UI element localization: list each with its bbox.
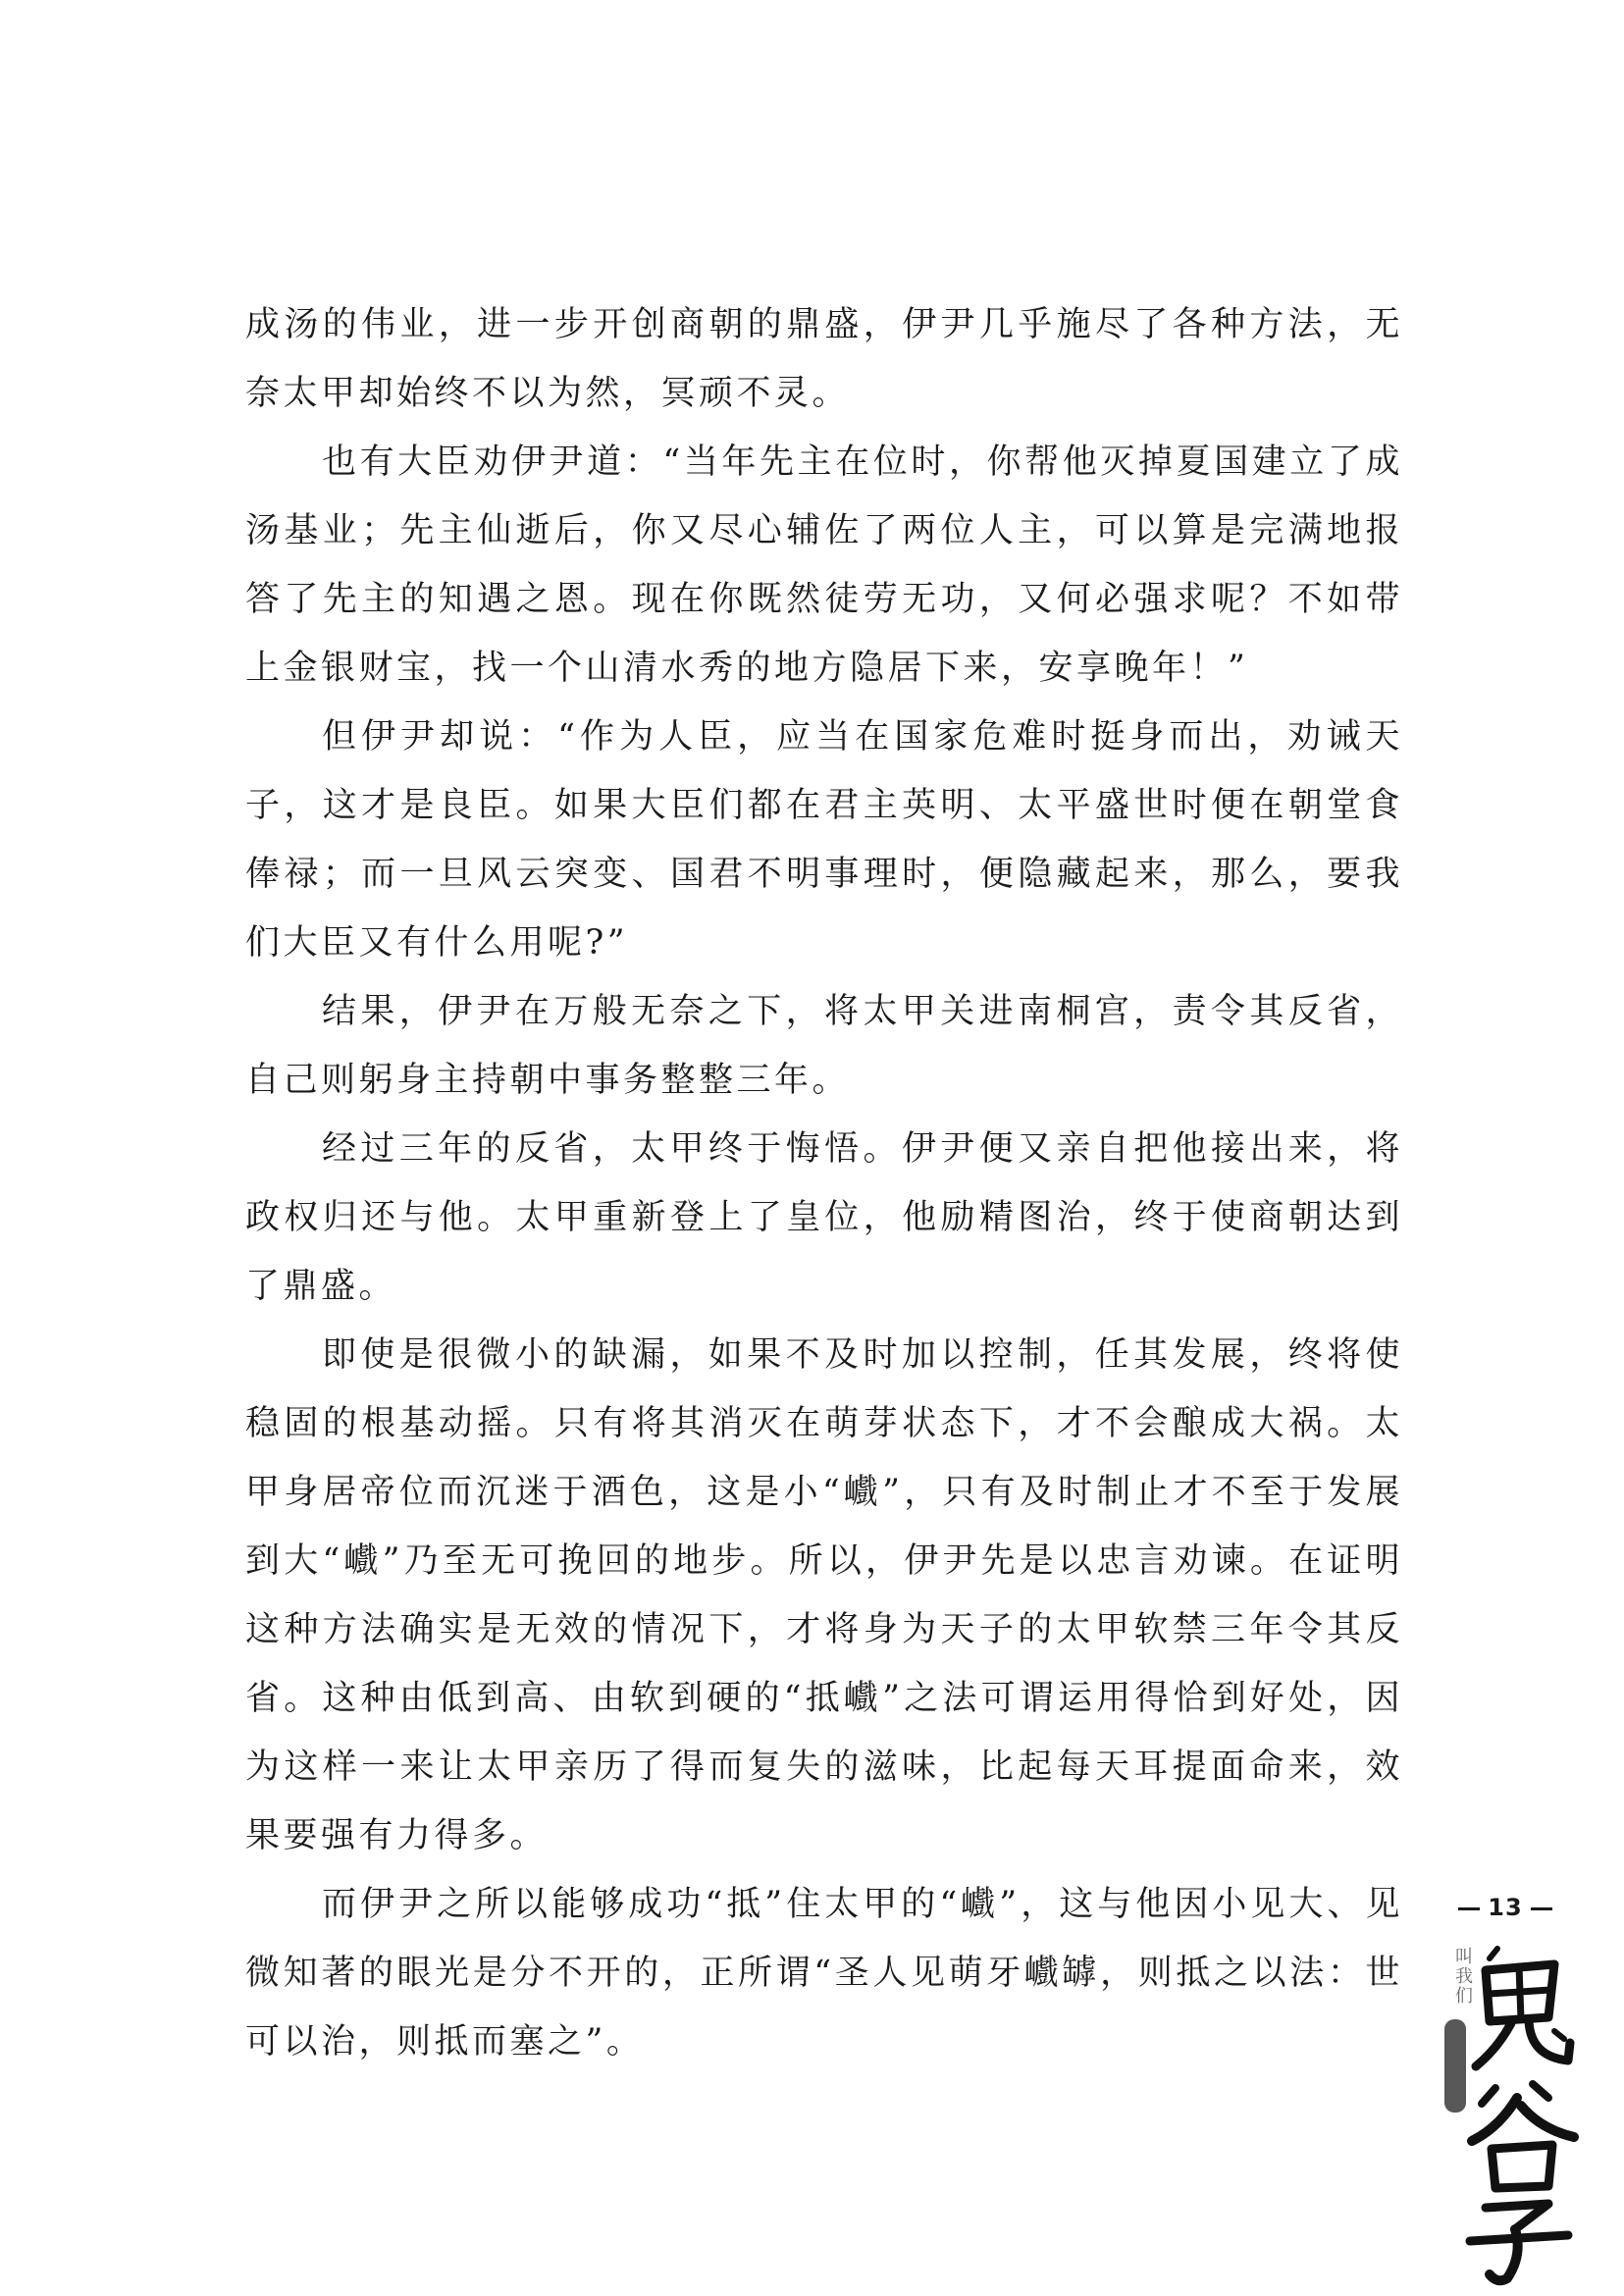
page-number (1446, 1894, 1564, 1921)
paragraph-7: 而伊尹之所以能够成功“抵”住太甲的“巇”，这与他因小见大、见微知著的眼光是分不开的，正所谓“圣人见萌牙巇罅，则抵之以法：世可以治，则抵而塞之”。 (245, 1885, 1403, 2061)
body-text (245, 290, 1403, 2076)
paragraph-2: 也有大臣劝伊尹道：“当年先主在位时，你帮他灭掉夏国建立了成汤基业；先主仙逝后，你又尽心辅佐了两位人主，可以算是完满地报答了先主的知遇之恩。现在你既然徒劳无功，又何必强求呢？不如带上金银财宝，找一个山清水秀的地方隐居下来，安享晚年！” (245, 443, 1403, 688)
logo-small-text: 叫我们 (1452, 1947, 1473, 2006)
page-number-left-dash (1458, 1907, 1480, 1910)
book-title-logo (1439, 1941, 1586, 2289)
paragraph-5: 经过三年的反省，太甲终于悔悟。伊尹便又亲自把他接出来，将政权归还与他。太甲重新登上了皇位，他励精图治，终于使商朝达到了鼎盛。 (245, 1129, 1403, 1306)
page-number-right-dash (1531, 1907, 1552, 1910)
paragraph-3: 但伊尹却说：“作为人臣，应当在国家危难时挺身而出，劝诫天子，这才是良臣。如果大臣们都在君主英明、太平盛世时便在朝堂食俸禄；而一旦风云突变、国君不明事理时，便隐藏起来，那么，要我们大臣又有什么用呢?” (245, 717, 1403, 963)
paragraph-6: 即使是很微小的缺漏，如果不及时加以控制，任其发展，终将使稳固的根基动摇。只有将其消灭在萌芽状态下，才不会酿成大祸。太甲身居帝位而沉迷于酒色，这是小“巇”，只有及时制止才不至于发展到大“巇”乃至无可挽回的地步。所以，伊尹先是以忠言劝谏。在证明这种方法确实是无效的情况下，才将身为天子的太甲软禁三年令其反省。这种由低到高、由软到硬的“抵巇”之法可谓运用得恰到好处，因为这样一来让太甲亲历了得而复失的滋味，比起每天耳提面命来，效果要强有力得多。 (245, 1335, 1403, 1855)
paragraph-4: 结果，伊尹在万般无奈之下，将太甲关进南桐宫，责令其反省，自己则躬身主持朝中事务整整三年。 (245, 992, 1403, 1100)
page-number-value: 13 (1488, 1894, 1523, 1921)
paragraph-1: 成汤的伟业，进一步开创商朝的鼎盛，伊尹几乎施尽了各种方法，无奈太甲却始终不以为然，冥顽不灵。 (245, 305, 1403, 413)
